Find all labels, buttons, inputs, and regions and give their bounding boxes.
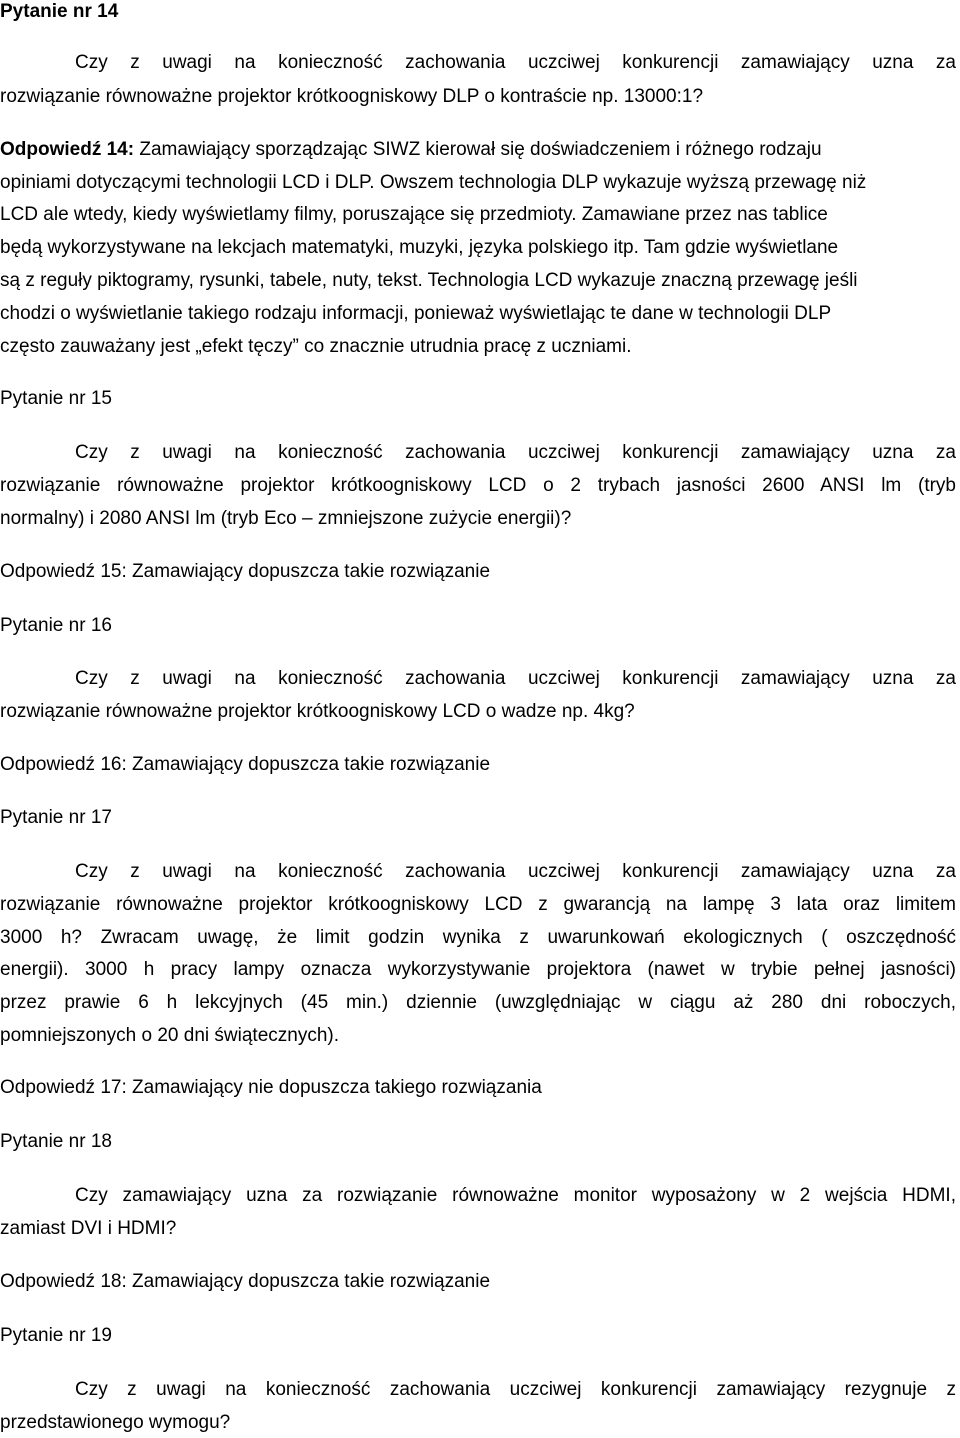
answer-17-label: Odpowiedź 17: [0,1077,127,1098]
question-17-line-6: pomniejszonych o 20 dni świątecznych). [0,1025,340,1046]
answer-17 [0,1076,542,1100]
answer-15-label: Odpowiedź 15: [0,561,127,582]
answer-16-text: Zamawiający dopuszcza takie rozwiązanie [132,754,491,775]
question-17-heading: Pytanie nr 17 [0,807,112,828]
answer-18-label: Odpowiedź 18: [0,1271,127,1292]
answer-16 [0,753,490,777]
question-14-line-1: Czy z uwagi na konieczność zachowania uczciwej konkurencji zamawiający uzna za [75,52,956,73]
answer-14-text-1: Zamawiający sporządzając SIWZ kierował się doświadczeniem i różnego rodzaju [139,139,822,160]
answer-14-label: Odpowiedź 14: [0,139,135,160]
answer-16-label: Odpowiedź 16: [0,754,127,775]
question-16-heading: Pytanie nr 16 [0,615,112,636]
question-18-heading: Pytanie nr 18 [0,1131,112,1152]
answer-15 [0,560,490,584]
question-17-line-3: 3000 h? Zwracam uwagę, że limit godzin wynika z uwarunkowań ekologicznych ( oszczędność [0,927,956,948]
question-18-line-1: Czy zamawiający uzna za rozwiązanie równoważne monitor wyposażony w 2 wejścia HDMI, [75,1185,956,1206]
question-16-line-2: rozwiązanie równoważne projektor krótkoogniskowy LCD o wadze np. 4kg? [0,701,635,722]
question-17-line-1: Czy z uwagi na konieczność zachowania uczciwej konkurencji zamawiający uzna za [75,861,956,882]
answer-18 [0,1270,490,1294]
question-18-line-2: zamiast DVI i HDMI? [0,1218,177,1239]
question-17-line-5: przez prawie 6 h lekcyjnych (45 min.) dziennie (uwzględniając w ciągu aż 280 dni roboczych, [0,992,956,1013]
question-19-heading: Pytanie nr 19 [0,1325,112,1346]
answer-15-text: Zamawiający dopuszcza takie rozwiązanie [132,561,491,582]
question-15-line-3: normalny) i 2080 ANSI lm (tryb Eco – zmniejszone zużycie energii)? [0,508,572,529]
question-14-line-2: rozwiązanie równoważne projektor krótkoogniskowy DLP o kontraście np. 13000:1? [0,86,704,107]
question-19-line-1: Czy z uwagi na konieczność zachowania uczciwej konkurencji zamawiający rezygnuje z [75,1379,956,1400]
answer-14-line-4: będą wykorzystywane na lekcjach matematyki, muzyki, języka polskiego itp. Tam gdzie wyświetlane [0,237,839,258]
answer-14-line-6: chodzi o wyświetlanie takiego rodzaju informacji, ponieważ wyświetlając te dane w technologii DLP [0,303,832,324]
answer-17-text: Zamawiający nie dopuszcza takiego rozwiązania [132,1077,542,1098]
question-16-line-1: Czy z uwagi na konieczność zachowania uczciwej konkurencji zamawiający uzna za [75,668,956,689]
answer-14-line-7: często zauważany jest „efekt tęczy” co znacznie utrudnia pracę z uczniami. [0,336,632,357]
question-17-line-4: energii). 3000 h pracy lampy oznacza wykorzystywanie projektora (nawet w trybie pełnej jasności) [0,959,956,980]
answer-18-text: Zamawiający dopuszcza takie rozwiązanie [132,1271,491,1292]
question-15-line-2: rozwiązanie równoważne projektor krótkoogniskowy LCD o 2 trybach jasności 2600 ANSI lm (tryb [0,475,956,496]
question-15-line-1: Czy z uwagi na konieczność zachowania uczciwej konkurencji zamawiający uzna za [75,442,956,463]
question-15-heading: Pytanie nr 15 [0,388,112,409]
answer-14-line-5: są z reguły piktogramy, rysunki, tabele, nuty, tekst. Technologia LCD wykazuje znaczną przewagę jeśli [0,270,858,291]
question-19-line-2: przedstawionego wymogu? [0,1412,231,1433]
answer-14-line-1 [0,138,822,162]
question-17-line-2: rozwiązanie równoważne projektor krótkoogniskowy LCD z gwarancją na lampę 3 lata oraz limitem [0,894,956,915]
answer-14-line-2: opiniami dotyczącymi technologii LCD i DLP. Owszem technologia DLP wykazuje wyższą przewagę niż [0,172,867,193]
question-14-heading: Pytanie nr 14 [0,1,119,22]
answer-14-line-3: LCD ale wtedy, kiedy wyświetlamy filmy, poruszające się przedmioty. Zamawiane przez nas tablice [0,204,828,225]
